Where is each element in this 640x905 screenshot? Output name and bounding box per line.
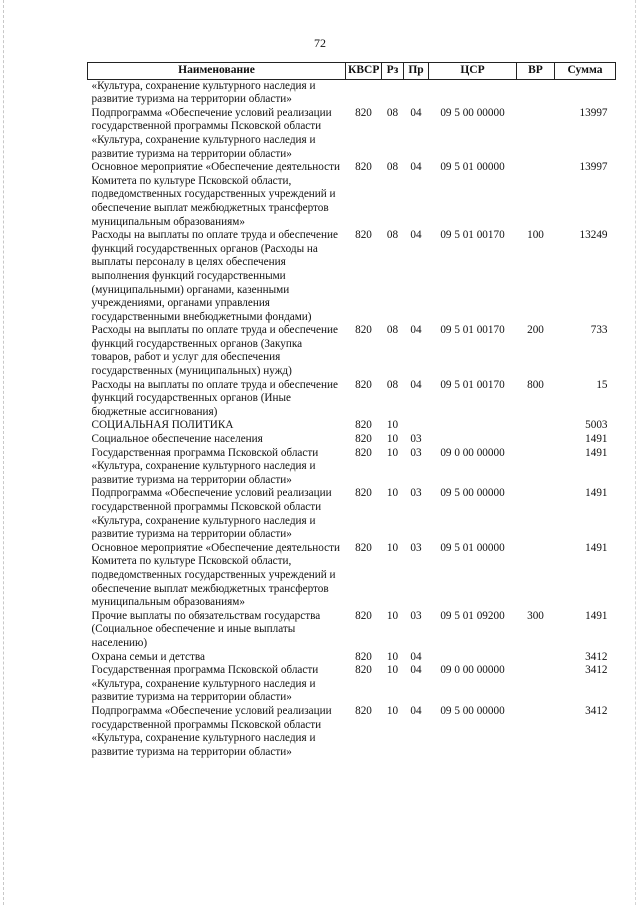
- row-vr: [517, 651, 555, 665]
- row-name: Расходы на выплаты по оплате труда и обеспечение функций государственных органов (Иные бюджетные ассигнования): [91, 378, 338, 418]
- row-name: Социальное обеспечение населения: [91, 433, 263, 446]
- row-pr: 04: [410, 704, 422, 717]
- table-row: [88, 379, 616, 420]
- table-row: [88, 487, 616, 541]
- row-vr: 300: [527, 609, 544, 622]
- table-row: [88, 419, 616, 433]
- row-pr: 04: [410, 664, 422, 677]
- header-name: Наименование: [88, 63, 346, 80]
- row-kvsr: 820: [355, 433, 372, 446]
- row-rz: 10: [386, 419, 399, 432]
- row-rz: 10: [386, 650, 399, 663]
- row-rz: 08: [386, 106, 399, 119]
- row-rz: 10: [386, 433, 399, 446]
- row-rz: 08: [386, 324, 399, 337]
- row-pr: 04: [410, 378, 422, 391]
- row-name: Расходы на выплаты по оплате труда и обеспечение функций государственных органов (Расходы на выплаты персоналу в целях обеспечения выполнения функций государственными (муниципальными) органами, казенными учреждениями, органами управления государственными внебюджетными фондами): [91, 229, 338, 323]
- row-kvsr: 820: [355, 487, 372, 500]
- row-sum: 3412: [585, 704, 608, 717]
- row-kvsr: 820: [355, 378, 372, 391]
- row-csr: [429, 433, 517, 447]
- row-kvsr: 820: [355, 664, 372, 677]
- row-pr: [404, 419, 429, 433]
- row-vr: [517, 487, 555, 541]
- row-pr: 04: [410, 324, 422, 337]
- row-sum: 13249: [579, 229, 608, 242]
- row-pr: 03: [410, 433, 422, 446]
- row-rz: 10: [386, 704, 399, 717]
- scan-edge-left: [3, 0, 5, 905]
- row-vr: [517, 542, 555, 610]
- scan-edge-right: [635, 0, 637, 905]
- row-pr: 04: [410, 229, 422, 242]
- row-vr: [517, 79, 555, 107]
- row-name: Расходы на выплаты по оплате труда и обеспечение функций государственных органов (Закупка товаров, работ и услуг для обеспечения государственных (муниципальных) нужд): [91, 324, 338, 378]
- row-kvsr: [346, 79, 382, 107]
- table-row: [88, 229, 616, 324]
- table-row: [88, 324, 616, 378]
- row-name: Прочие выплаты по обязательствам государства (Социальное обеспечение и иные выплаты населению): [91, 609, 321, 649]
- budget-table: [87, 62, 616, 759]
- header-kvsr: КВСР: [346, 63, 382, 80]
- table-row: [88, 107, 616, 161]
- row-rz: 10: [386, 609, 399, 622]
- row-rz: 10: [386, 487, 399, 500]
- row-sum: 3412: [585, 650, 608, 663]
- row-kvsr: 820: [355, 419, 372, 432]
- row-csr: [429, 651, 517, 665]
- row-sum: 1491: [585, 487, 608, 500]
- table-row: [88, 651, 616, 665]
- row-rz: 10: [386, 541, 399, 554]
- row-name: Основное мероприятие «Обеспечение деятельности Комитета по культуре Псковской области, подведомственных государственных учреждений и обеспечение выплат межбюджетных трансфертов муниципальным образованиям»: [91, 161, 340, 228]
- row-name: Государственная программа Псковской области «Культура, сохранение культурного наследия и развитие туризма на территории области»: [91, 664, 319, 704]
- row-kvsr: 820: [355, 324, 372, 337]
- row-vr: 200: [527, 324, 544, 337]
- row-csr: 09 5 01 00000: [440, 541, 505, 554]
- row-name: СОЦИАЛЬНАЯ ПОЛИТИКА: [91, 419, 234, 432]
- row-sum: 5003: [585, 419, 608, 432]
- row-csr: 09 0 00 00000: [440, 446, 505, 459]
- row-kvsr: 820: [355, 650, 372, 663]
- row-vr: [517, 419, 555, 433]
- row-csr: 09 5 01 09200: [440, 609, 505, 622]
- row-pr: 04: [410, 161, 422, 174]
- table-row: [88, 542, 616, 610]
- row-vr: [517, 161, 555, 229]
- row-csr: 09 5 01 00170: [440, 378, 505, 391]
- row-name: Государственная программа Псковской области «Культура, сохранение культурного наследия и развитие туризма на территории области»: [91, 446, 319, 486]
- row-rz: 08: [386, 378, 399, 391]
- row-csr: [429, 419, 517, 433]
- table-row: [88, 433, 616, 447]
- row-csr: 09 5 01 00170: [440, 324, 505, 337]
- row-rz: 10: [386, 446, 399, 459]
- row-pr: 03: [410, 609, 422, 622]
- row-sum: 733: [590, 324, 608, 337]
- table-row: [88, 664, 616, 705]
- row-kvsr: 820: [355, 229, 372, 242]
- row-pr: 03: [410, 541, 422, 554]
- row-csr: 09 5 00 00000: [440, 487, 505, 500]
- table-row: [88, 610, 616, 651]
- row-vr: [517, 107, 555, 161]
- header-sum: Сумма: [555, 63, 616, 80]
- table-row: [88, 79, 616, 107]
- row-csr: 09 5 01 00000: [440, 161, 505, 174]
- row-kvsr: 820: [355, 161, 372, 174]
- row-pr: 04: [410, 650, 422, 663]
- row-vr: [517, 705, 555, 759]
- table-header-row: [88, 63, 616, 80]
- row-vr: 800: [527, 378, 544, 391]
- row-name: Подпрограмма «Обеспечение условий реализации государственной программы Псковской области «Культура, сохранение культурного наследия и развитие туризма на территории области»: [91, 106, 332, 160]
- table-row: [88, 447, 616, 488]
- page-number: 72: [314, 36, 326, 50]
- header-pr: Пр: [404, 63, 429, 80]
- header-csr: ЦСР: [429, 63, 517, 80]
- row-rz: 08: [386, 229, 399, 242]
- row-kvsr: 820: [355, 704, 372, 717]
- row-sum: 1491: [585, 541, 608, 554]
- row-kvsr: 820: [355, 106, 372, 119]
- row-sum: [555, 79, 616, 107]
- row-vr: 100: [527, 229, 544, 242]
- row-rz: [382, 79, 404, 107]
- header-vr: ВР: [517, 63, 555, 80]
- header-rz: Рз: [382, 63, 404, 80]
- row-kvsr: 820: [355, 446, 372, 459]
- row-name: Подпрограмма «Обеспечение условий реализации государственной программы Псковской области «Культура, сохранение культурного наследия и развитие туризма на территории области»: [91, 704, 332, 758]
- row-sum: 13997: [579, 106, 608, 119]
- row-vr: [517, 433, 555, 447]
- row-csr: [429, 79, 517, 107]
- row-rz: 10: [386, 664, 399, 677]
- row-kvsr: 820: [355, 541, 372, 554]
- row-csr: 09 0 00 00000: [440, 664, 505, 677]
- row-pr: [404, 79, 429, 107]
- table-row: [88, 161, 616, 229]
- row-name: «Культура, сохранение культурного наследия и развитие туризма на территории области»: [91, 79, 316, 106]
- row-kvsr: 820: [355, 609, 372, 622]
- row-vr: [517, 664, 555, 705]
- row-sum: 15: [596, 378, 608, 391]
- row-sum: 1491: [585, 609, 608, 622]
- row-sum: 1491: [585, 446, 608, 459]
- row-vr: [517, 447, 555, 488]
- row-sum: 3412: [585, 664, 608, 677]
- row-csr: 09 5 00 00000: [440, 106, 505, 119]
- row-rz: 08: [386, 161, 399, 174]
- row-pr: 03: [410, 487, 422, 500]
- row-name: Охрана семьи и детства: [91, 650, 205, 663]
- row-csr: 09 5 01 00170: [440, 229, 505, 242]
- row-csr: 09 5 00 00000: [440, 704, 505, 717]
- row-pr: 04: [410, 106, 422, 119]
- row-name: Подпрограмма «Обеспечение условий реализации государственной программы Псковской области «Культура, сохранение культурного наследия и развитие туризма на территории области»: [91, 487, 332, 541]
- table-row: [88, 705, 616, 759]
- row-sum: 1491: [585, 433, 608, 446]
- row-pr: 03: [410, 446, 422, 459]
- row-sum: 13997: [579, 161, 608, 174]
- row-name: Основное мероприятие «Обеспечение деятельности Комитета по культуре Псковской области, подведомственных государственных учреждений и обеспечение выплат межбюджетных трансфертов муниципальным образованиям»: [91, 541, 340, 609]
